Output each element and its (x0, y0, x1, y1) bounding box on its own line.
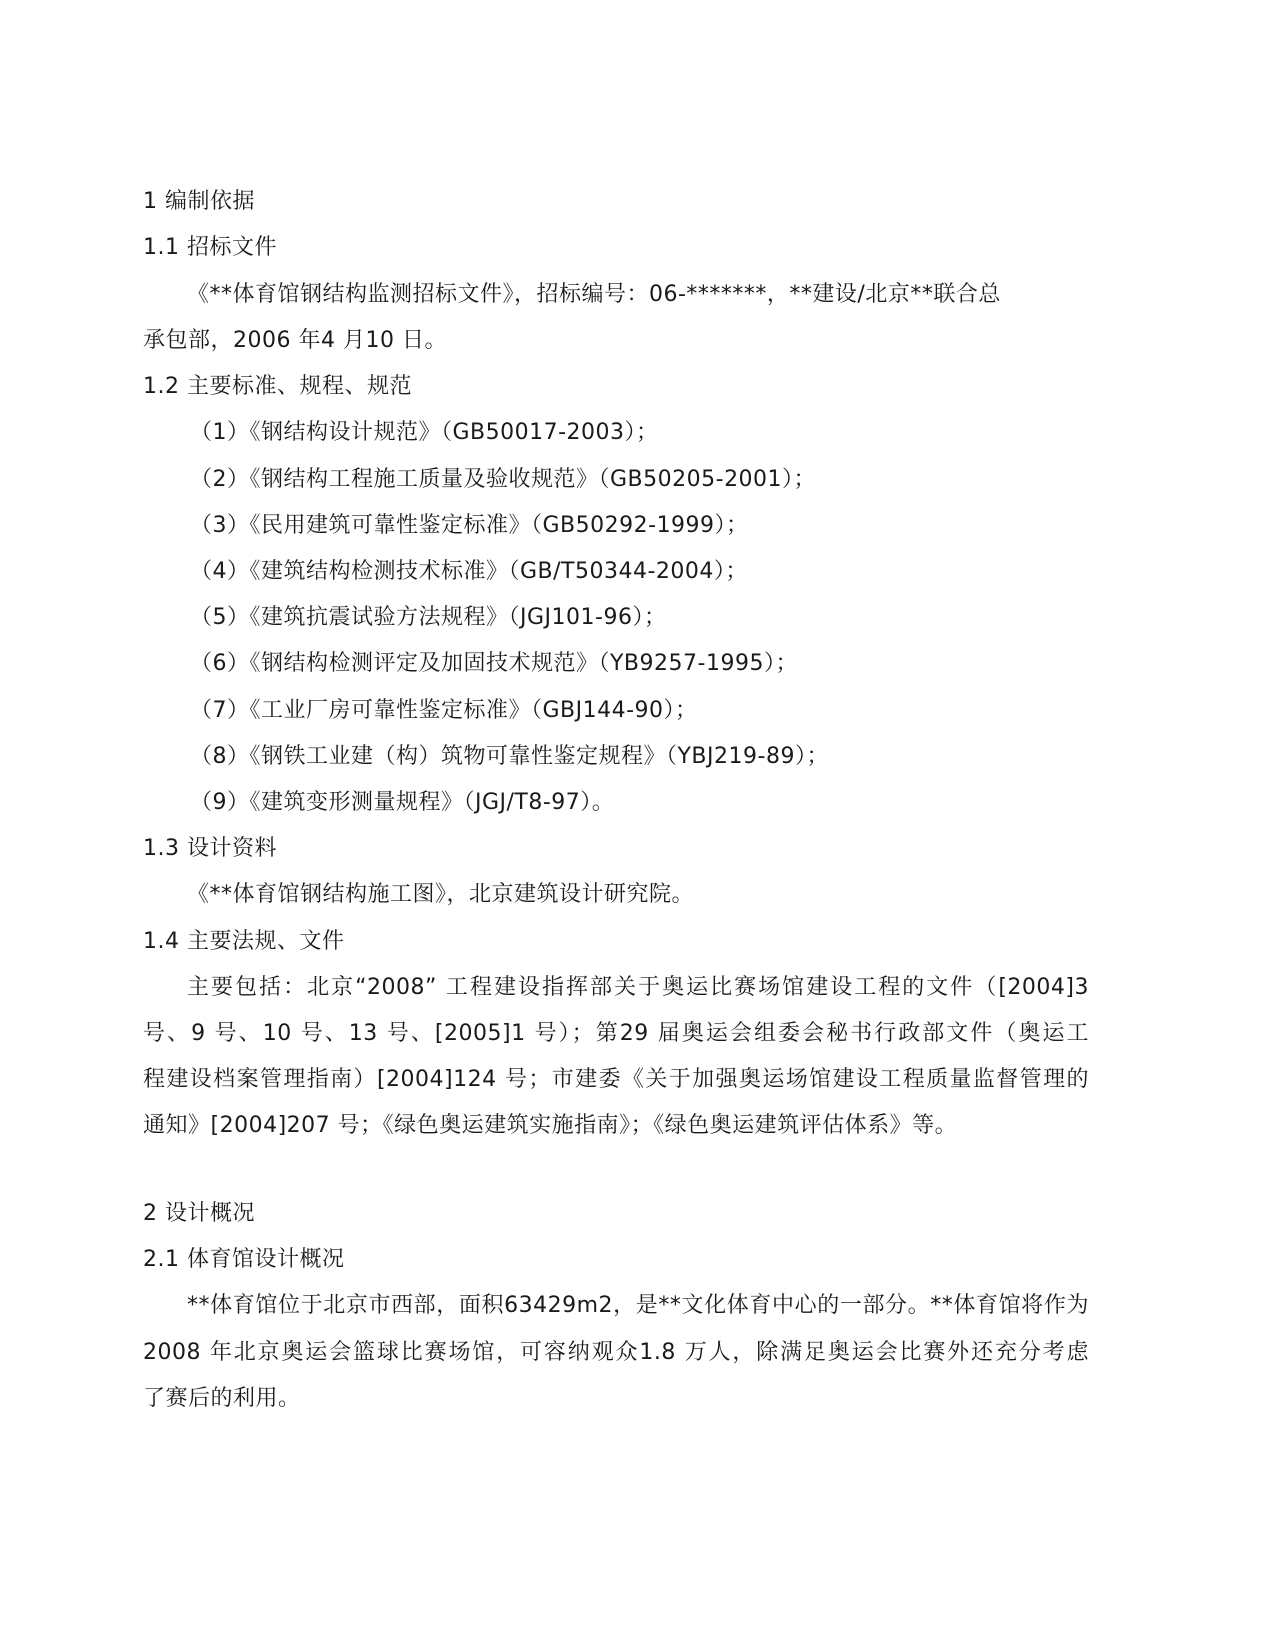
standard-item: （4）《建筑结构检测技术标准》（GB/T50344-2004）； (190, 559, 748, 584)
regulations-line: 程建设档案管理指南）[2004]124 号；市建委《关于加强奥运场馆建设工程质量监督管理的 (143, 1067, 1089, 1092)
section-2-heading: 2 设计概况 (143, 1201, 255, 1226)
standard-item: （7）《工业厂房可靠性鉴定标准》（GBJ144-90）； (190, 698, 698, 723)
standard-item: （6）《钢结构检测评定及加固技术规范》（YB9257-1995）； (190, 651, 798, 676)
section-1-4-heading: 1.4 主要法规、文件 (143, 929, 345, 954)
design-material-line: 《**体育馆钢结构施工图》，北京建筑设计研究院。 (187, 882, 695, 907)
regulations-line: 号、9 号、10 号、13 号、[2005]1 号）；第29 届奥运会组委会秘书行政部文件（奥运工 (143, 1021, 1089, 1046)
section-1-3-heading: 1.3 设计资料 (143, 836, 277, 861)
section-1-1-heading: 1.1 招标文件 (143, 235, 277, 260)
tender-document-line-2: 承包部，2006 年4 月10 日。 (143, 328, 447, 353)
regulations-line: 主要包括：北京“2008” 工程建设指挥部关于奥运比赛场馆建设工程的文件（[2004]3 (187, 975, 1089, 1000)
tender-document-line-1: 《**体育馆钢结构监测招标文件》，招标编号：06-*******，**建设/北京**联合总 (187, 282, 1001, 307)
standard-item: （8）《钢铁工业建（构）筑物可靠性鉴定规程》（YBJ219-89）； (190, 744, 829, 769)
gym-overview-line: 2008 年北京奥运会篮球比赛场馆，可容纳观众1.8 万人，除满足奥运会比赛外还充分考虑 (143, 1340, 1089, 1365)
standard-item: （5）《建筑抗震试验方法规程》（JGJ101-96）； (190, 605, 667, 630)
regulations-line: 通知》[2004]207 号；《绿色奥运建筑实施指南》；《绿色奥运建筑评估体系》等。 (143, 1113, 958, 1138)
section-2-1-heading: 2.1 体育馆设计概况 (143, 1247, 345, 1272)
gym-overview-line: **体育馆位于北京市西部，面积63429m2，是**文化体育中心的一部分。**体育馆将作为 (187, 1293, 1089, 1318)
standard-item: （2）《钢结构工程施工质量及验收规范》（GB50205-2001）； (190, 467, 817, 492)
section-1-2-heading: 1.2 主要标准、规程、规范 (143, 374, 412, 399)
section-1-heading: 1 编制依据 (143, 189, 255, 214)
standard-item: （1）《钢结构设计规范》（GB50017-2003）； (190, 420, 659, 445)
standard-item: （3）《民用建筑可靠性鉴定标准》（GB50292-1999）； (190, 513, 749, 538)
gym-overview-line: 了赛后的利用。 (143, 1386, 301, 1411)
standard-item: （9）《建筑变形测量规程》（JGJ/T8-97）。 (190, 790, 615, 815)
